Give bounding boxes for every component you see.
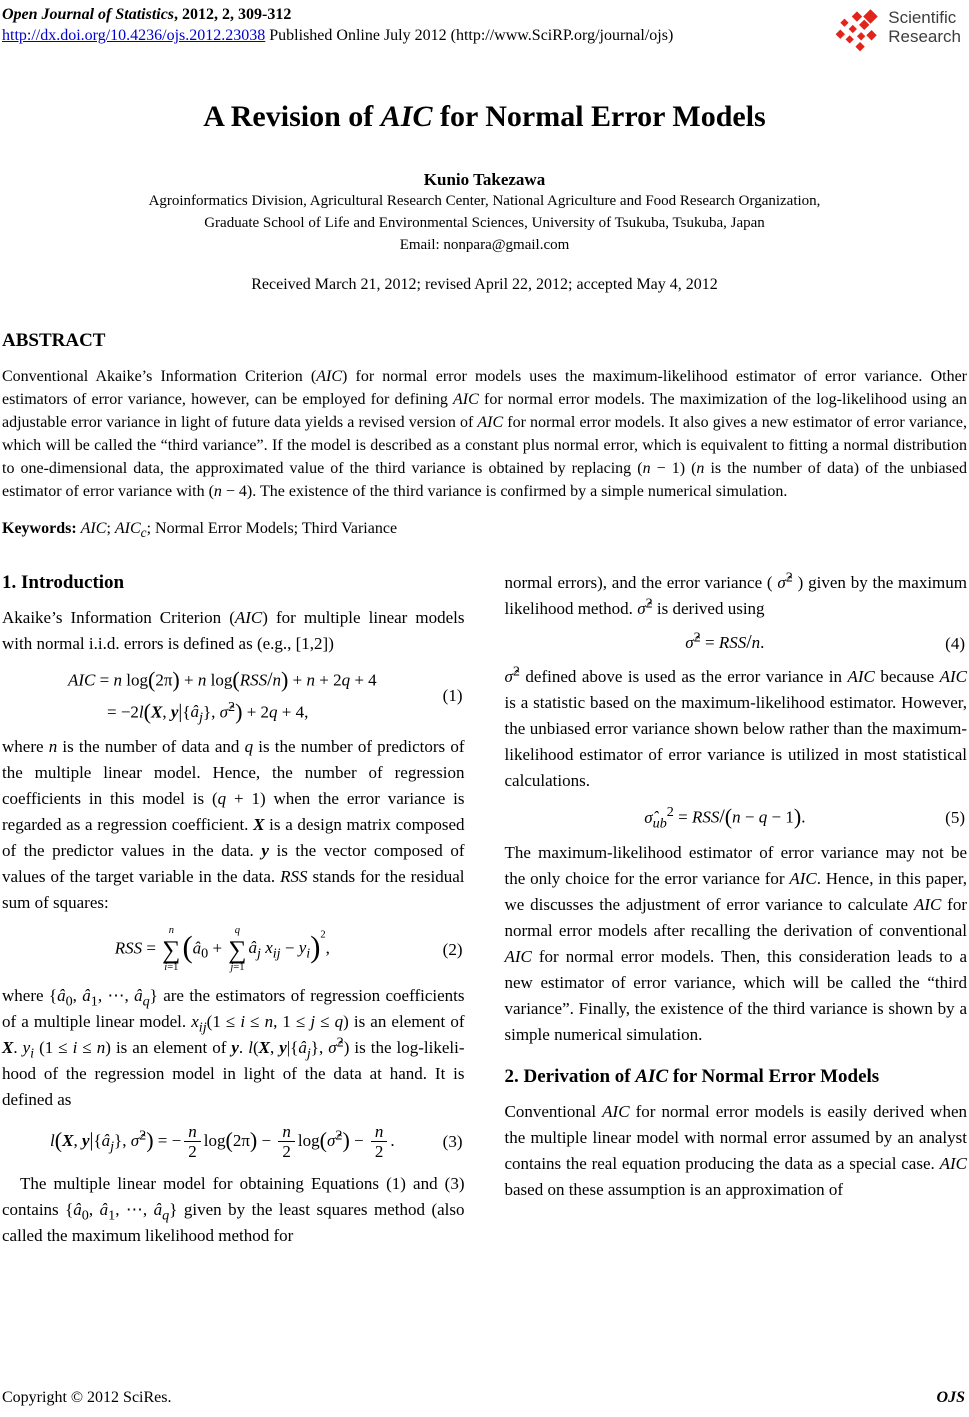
paper-title: A Revision of AIC for Normal Error Models (203, 100, 766, 133)
paragraph-sigma-defined: σ̂$^2$ defined above is used as the error variance in AIC because AIC is a statistic based on the maximum-likelihood estimator. However, the unbiased error variance shown below rather than the maximum-likelihood estimator of error variance is utilized in most statistical calculations. (504, 663, 967, 791)
publisher-logo (832, 4, 961, 54)
two-column-body (2, 570, 967, 1249)
equation-4 (505, 631, 968, 655)
doi-link[interactable]: http://dx.doi.org/10.4236/ojs.2012.23038 (2, 27, 266, 44)
equation-1-body: AIC = n log(2π) + n log(RSS/n) + n + 2q + 4 = −2l(X, $y|\{â_j\}$, σ̂$^2$) + 2q + 4, (67, 667, 377, 726)
paragraph-ml-estimator: The maximum-likelihood estimator of error variance may not be the only choice for the error variance for AIC. Hence, in this paper, we discusses the adjustment of error variance to calculate AIC for normal error models after recalling the derivation of conventional AIC for normal error models. Then, this consideration leads to a new estimator of error variance, which will be called the “third variance”. Finally, the existence of the third variance is shown by a simple numerical simulation. (504, 843, 967, 1045)
equation-5-number: (5) (945, 807, 965, 827)
affiliation-line-1: Agroinformatics Division, Agricultural Research Center, National Agriculture and Food Research Organization, (148, 193, 821, 209)
equation-5-body: $\sigmâ_{ub}^2 = RSS/(n - q - 1)$. (644, 804, 806, 832)
footer-journal-abbrev: OJS (936, 1389, 965, 1406)
paragraph-normal-errors: normal errors), and the error variance ( σ̂$^2$ ) given by the maximum likelihood method. σ̂$^2$ is derived using (504, 569, 967, 618)
left-column (2, 570, 465, 1249)
section-1-heading: 1. Introduction (2, 572, 125, 593)
paragraph-conventional-aic: Conventional AIC for normal error models is easily derived when the multiple linear model with normal error assumed by an analyst contains the real equation producing the data as a special case. AIC based on these assumption is an approximation of (504, 1102, 967, 1200)
header (2, 4, 967, 54)
abstract-heading: ABSTRACT (2, 330, 106, 351)
equation-1-number: (1) (442, 685, 463, 705)
author-name: Kunio Takezawa (423, 170, 546, 189)
paragraph-where-estimators: where {$â_0$, $â_1$, ⋯, $â_q$} are the estimators of regression coefficients of a multiple linear model. $x_{ij}(1 \le i \le n$, 1 ≤ j ≤ q) is an element of X. $y_i$ (1 ≤ i ≤ n) is an element of y. l(X, $y|\{â_j\}$, σ̂$^2$) is the log-likeli- hood of the regression model in light of the data at hand. It is defined as (2, 985, 465, 1109)
published-note: Published Online July 2012 (http://www.SciRP.org/journal/ojs) (265, 27, 674, 44)
header-citation-block (2, 4, 673, 46)
equation-1 (2, 666, 465, 725)
logo-text-line2: Research (888, 27, 961, 46)
footer-copyright: Copyright © 2012 SciRes. (2, 1389, 172, 1406)
equation-4-body: σ̂$^2$ = RSS/n. (685, 629, 765, 653)
publisher-logo-text (888, 8, 961, 46)
equation-3-number: (3) (442, 1132, 463, 1152)
section-2-heading: 2. Derivation of AIC for Normal Error Models (504, 1066, 880, 1088)
equation-2 (2, 925, 465, 974)
email-line: Email: nonpara@gmail.com (399, 237, 570, 253)
journal-citation: Open Journal of Statistics, 2012, 2, 309-312 (2, 6, 292, 23)
logo-text-line1: Scientific (888, 8, 957, 27)
equation-2-body: RSS = n ∑ i=1 ($â_0$ + q ∑ j=1 $â_j$ $x_{ij} - y_i)^2$, (114, 925, 330, 974)
equation-3-body: l(X, $y|\{â_j\}$, σ̂$^2$) = − $\frac{n}{2}$ log(2π) − $\frac{n}{2}$ log(σ̂$^2$) − $\frac{n}{2}$ . (50, 1121, 395, 1162)
abstract-text: Conventional Akaike’s Information Criterion (AIC) for normal error models uses the maximum-likelihood estimator of error variance. Other estimators of error variance, however, can be employed for defining AIC for normal error models. The maximization of the log-likelihood using an adjustable error variance in light of future data yields a revised version of AIC for normal error models. It also gives a new estimator of error variance, which will be called the “third variance”. If the model is described as a constant plus normal error, which is equivalent to fitting a normal distribution to one-dimensional data, the approximated value of the third variance is obtained by replacing (n − 1) (n is the number of data) of the unbiased estimator of error variance with (n − 4). The existence of the third variance is confirmed by a simple numerical simulation. (2, 368, 968, 500)
equation-3 (2, 1122, 465, 1162)
equation-2-number: (2) (442, 939, 463, 959)
author-block (2, 170, 967, 256)
keywords-line: Keywords: AIC; $AIC_c$; Normal Error Models; Third Variance (2, 520, 398, 541)
doi-line (2, 25, 673, 46)
page-footer (2, 1389, 965, 1407)
equation-4-number: (4) (945, 633, 965, 653)
paragraph-multiple-linear: The multiple linear model for obtaining Equations (1) and (3) contains {$â_0$, $â_1$, ⋯, $â_q$} given by the least squares method (also called the maximum likelihood method for (2, 1174, 465, 1245)
received-line: Received March 21, 2012; revised April 22, 2012; accepted May 4, 2012 (251, 276, 718, 293)
scientific-research-diamonds-icon (832, 4, 884, 54)
paragraph-where-n: where n is the number of data and q is the number of predictors of the multiple linear model. Hence, the number of regression coefficients in this model is (q + 1) when the error variance is regarded as a regression coefficient. X is a design matrix composed of the predictor values in the data. y is the vector composed of values of the target variable in the data. RSS stands for the residual sum of squares: (2, 737, 465, 913)
paragraph-intro: Akaike’s Information Criterion (AIC) for multiple linear models with normal i.i.d. errors is defined as (e.g., [1,2]) (2, 608, 465, 653)
right-column (505, 570, 968, 1249)
equation-5 (505, 803, 968, 831)
affiliation-line-2: Graduate School of Life and Environmental Sciences, University of Tsukuba, Tsukuba, Japan (204, 215, 765, 231)
